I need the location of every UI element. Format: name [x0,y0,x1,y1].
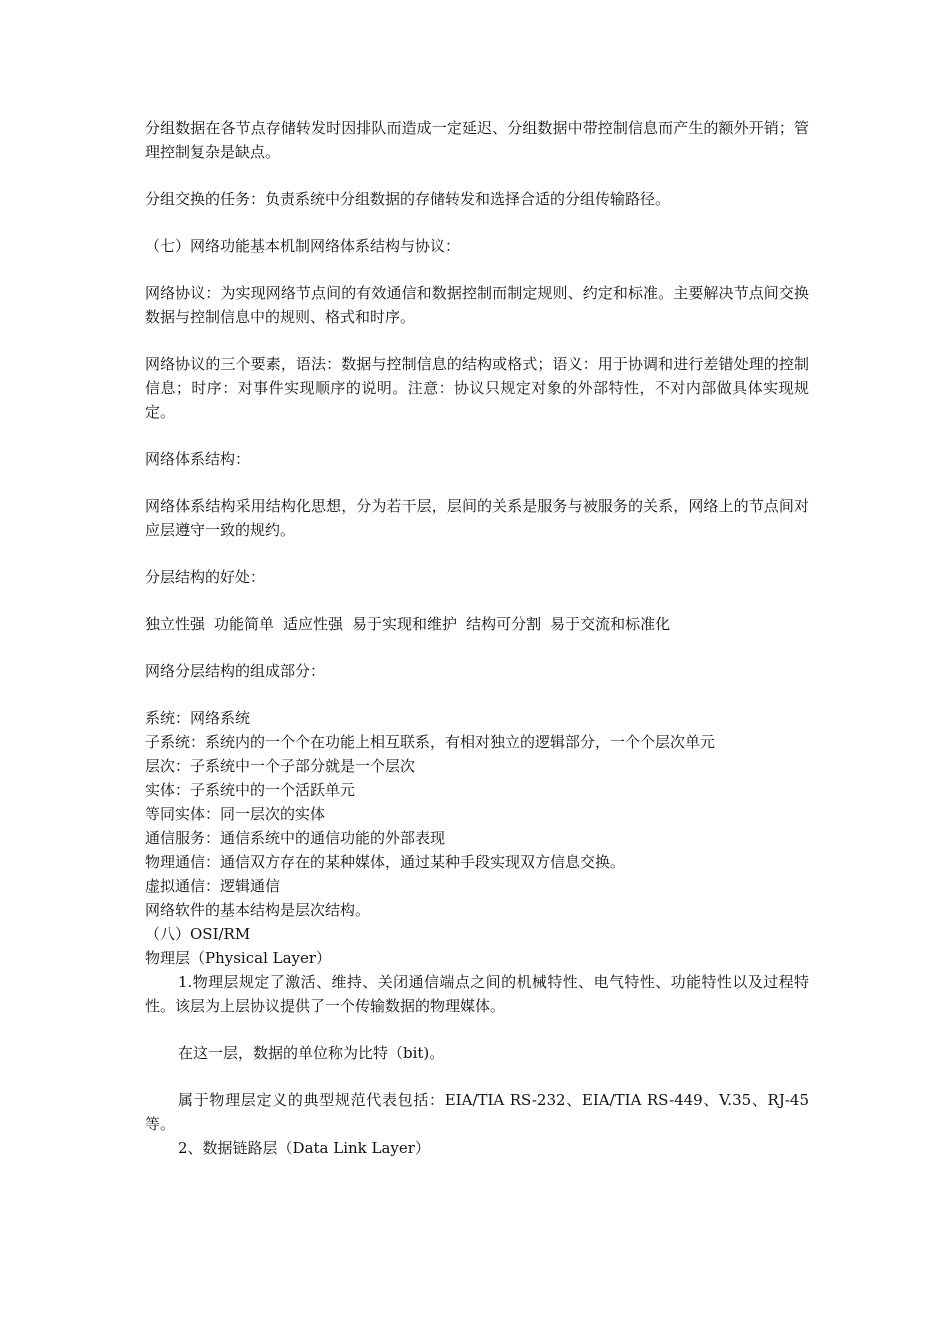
definitions-list [145,706,809,970]
paragraph-physical-standards: 属于物理层定义的典型规范代表包括：EIA/TIA RS-232、EIA/TIA RS-449、V.35、RJ-45等。 [145,1091,809,1133]
paragraph-protocol-elements: 网络协议的三个要素，语法：数据与控制信息的结构或格式；语义：用于协调和进行差错处理的控制信息；时序：对事件实现顺序的说明。注意：协议只规定对象的外部特性，不对内部做具体实现规定。 [145,355,809,421]
paragraph-gap [145,329,809,352]
paragraph-gap [145,258,809,281]
paragraph-layering-benefits-heading: 分层结构的好处： [145,568,266,586]
paragraph-gap [145,589,809,612]
benefit-item: 功能简单 [214,615,275,633]
paragraph-gap [145,211,809,234]
paragraph-packet-switching-task: 分组交换的任务：负责系统中分组数据的存储转发和选择合适的分组传输路径。 [145,190,671,208]
paragraph-packet-drawbacks: 分组数据在各节点存储转发时因排队而造成一定延迟、分组数据中带控制信息而产生的额外开销；管理控制复杂是缺点。 [145,119,809,161]
definition-line: 等同实体：同一层次的实体 [145,805,326,823]
definition-line: 系统：网络系统 [145,709,251,727]
definition-line: 物理通信：通信双方存在的某种媒体，通过某种手段实现双方信息交换。 [145,853,626,871]
definition-line: 实体：子系统中的一个活跃单元 [145,781,356,799]
definition-line: 层次：子系统中一个子部分就是一个层次 [145,757,416,775]
benefit-item: 独立性强 [145,615,206,633]
definition-line: 网络软件的基本结构是层次结构。 [145,901,371,919]
benefits-list [145,612,809,636]
paragraph-network-protocol: 网络协议：为实现网络节点间的有效通信和数据控制而制定规则、约定和标准。主要解决节点间交换数据与控制信息中的规则、格式和时序。 [145,284,809,326]
benefit-item: 易于实现和维护 [352,615,458,633]
benefit-item: 结构可分割 [466,615,542,633]
definition-line: 子系统：系统内的一个个在功能上相互联系，有相对独立的逻辑部分，一个个层次单元 [145,733,716,751]
paragraph-gap [145,636,809,659]
data-link-layer-heading: 2、数据链路层（Data Link Layer） [178,1139,430,1157]
physical-layer-heading: 物理层（Physical Layer） [145,949,332,967]
paragraph-bit-unit: 在这一层，数据的单位称为比特（bit)。 [178,1044,445,1062]
paragraph-gap [145,1065,809,1088]
section-heading-seven: （七）网络功能基本机制网络体系结构与协议： [145,237,461,255]
paragraph-gap [145,1018,809,1041]
benefit-item: 适应性强 [283,615,344,633]
section-heading-eight: （八）OSI/RM [145,925,251,943]
paragraph-gap [145,471,809,494]
paragraph-gap [145,164,809,187]
document-page [145,116,809,1160]
definition-line: 通信服务：通信系统中的通信功能的外部表现 [145,829,446,847]
definition-line: 虚拟通信：逻辑通信 [145,877,281,895]
paragraph-architecture-description: 网络体系结构采用结构化思想，分为若干层，层间的关系是服务与被服务的关系，网络上的节点间对应层遵守一致的规约。 [145,497,809,539]
paragraph-gap [145,424,809,447]
paragraph-gap [145,683,809,706]
paragraph-architecture-heading: 网络体系结构： [145,450,251,468]
paragraph-gap [145,542,809,565]
paragraph-components-heading: 网络分层结构的组成部分： [145,662,326,680]
benefit-item: 易于交流和标准化 [550,615,671,633]
paragraph-physical-layer-spec: 1.物理层规定了激活、维持、关闭通信端点之间的机械特性、电气特性、功能特性以及过程特性。该层为上层协议提供了一个传输数据的物理媒体。 [145,973,809,1015]
